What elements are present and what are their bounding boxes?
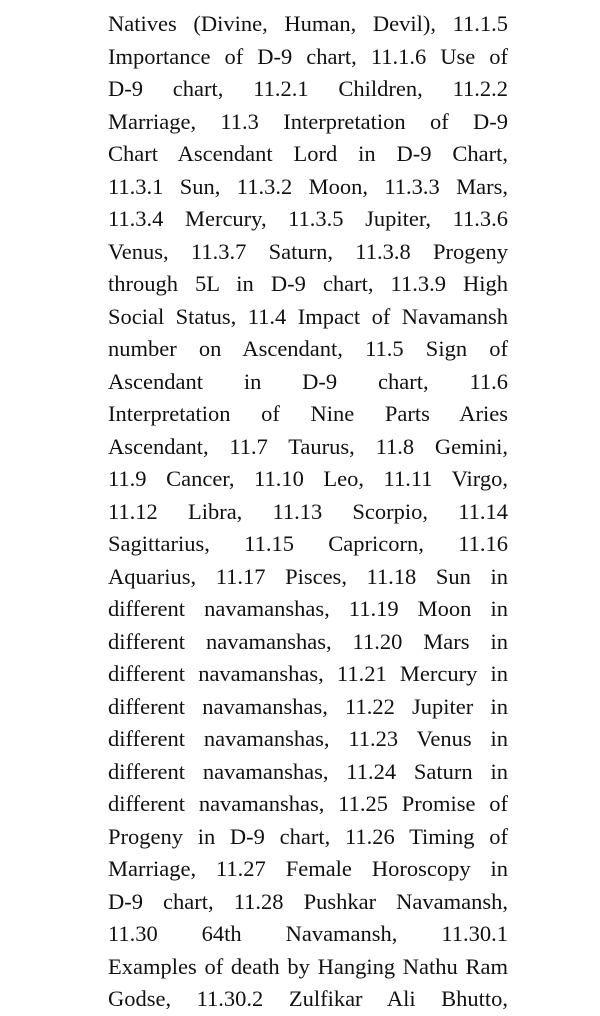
text-line: 11.9 Cancer, 11.10 Leo, 11.11 Virgo, [108, 466, 508, 491]
text-line: 11.30 64th Navamansh, 11.30.1 [108, 921, 508, 946]
text-line: different navamanshas, 11.23 Venus in [108, 726, 508, 751]
text-line: Sagittarius, 11.15 Capricorn, 11.16 [108, 531, 508, 556]
text-line: Natives (Divine, Human, Devil), 11.1.5 [108, 11, 508, 36]
text-line: different navamanshas, 11.22 Jupiter in [108, 693, 508, 719]
text-line: Godse, 11.30.2 Zulfikar Ali Bhutto, [108, 986, 508, 1011]
text-line: 11.3.1 Sun, 11.3.2 Moon, 11.3.3 Mars, [108, 173, 508, 199]
text-line: Interpretation of Nine Parts Aries [108, 401, 508, 426]
text-line: Ascendant, 11.7 Taurus, 11.8 Gemini, [108, 433, 508, 459]
text-line: Marriage, 11.27 Female Horoscopy in [108, 856, 508, 881]
text-line: D-9 chart, 11.2.1 Children, 11.2.2 [108, 76, 508, 101]
text-line: Venus, 11.3.7 Saturn, 11.3.8 Progeny [108, 238, 508, 264]
text-line: D-9 chart, 11.28 Pushkar Navamansh, [108, 888, 508, 914]
contents-paragraph [108, 8, 508, 1016]
text-line: different navamanshas, 11.21 Mercury in [108, 661, 508, 686]
text-line: Chart Ascendant Lord in D-9 Chart, [108, 141, 508, 166]
text-line: Social Status, 11.4 Impact of Navamansh [108, 303, 508, 329]
text-line: through 5L in D-9 chart, 11.3.9 High [108, 271, 508, 296]
text-line: Progeny in D-9 chart, 11.26 Timing of [108, 823, 508, 849]
text-line: Marriage, 11.3 Interpretation of D-9 [108, 108, 508, 134]
text-line: different navamanshas, 11.19 Moon in [108, 596, 508, 621]
text-line: 11.12 Libra, 11.13 Scorpio, 11.14 [108, 498, 508, 524]
text-line: different navamanshas, 11.25 Promise of [108, 791, 508, 816]
text-line: different navamanshas, 11.20 Mars in [108, 628, 508, 654]
text-line: Aquarius, 11.17 Pisces, 11.18 Sun in [108, 563, 508, 589]
text-line: different navamanshas, 11.24 Saturn in [108, 758, 508, 784]
text-line: number on Ascendant, 11.5 Sign of [108, 336, 508, 361]
text-line: Examples of death by Hanging Nathu Ram [108, 953, 508, 979]
text-line: Ascendant in D-9 chart, 11.6 [108, 368, 508, 394]
text-line: 11.3.4 Mercury, 11.3.5 Jupiter, 11.3.6 [108, 206, 508, 231]
text-line: Importance of D-9 chart, 11.1.6 Use of [108, 43, 508, 69]
